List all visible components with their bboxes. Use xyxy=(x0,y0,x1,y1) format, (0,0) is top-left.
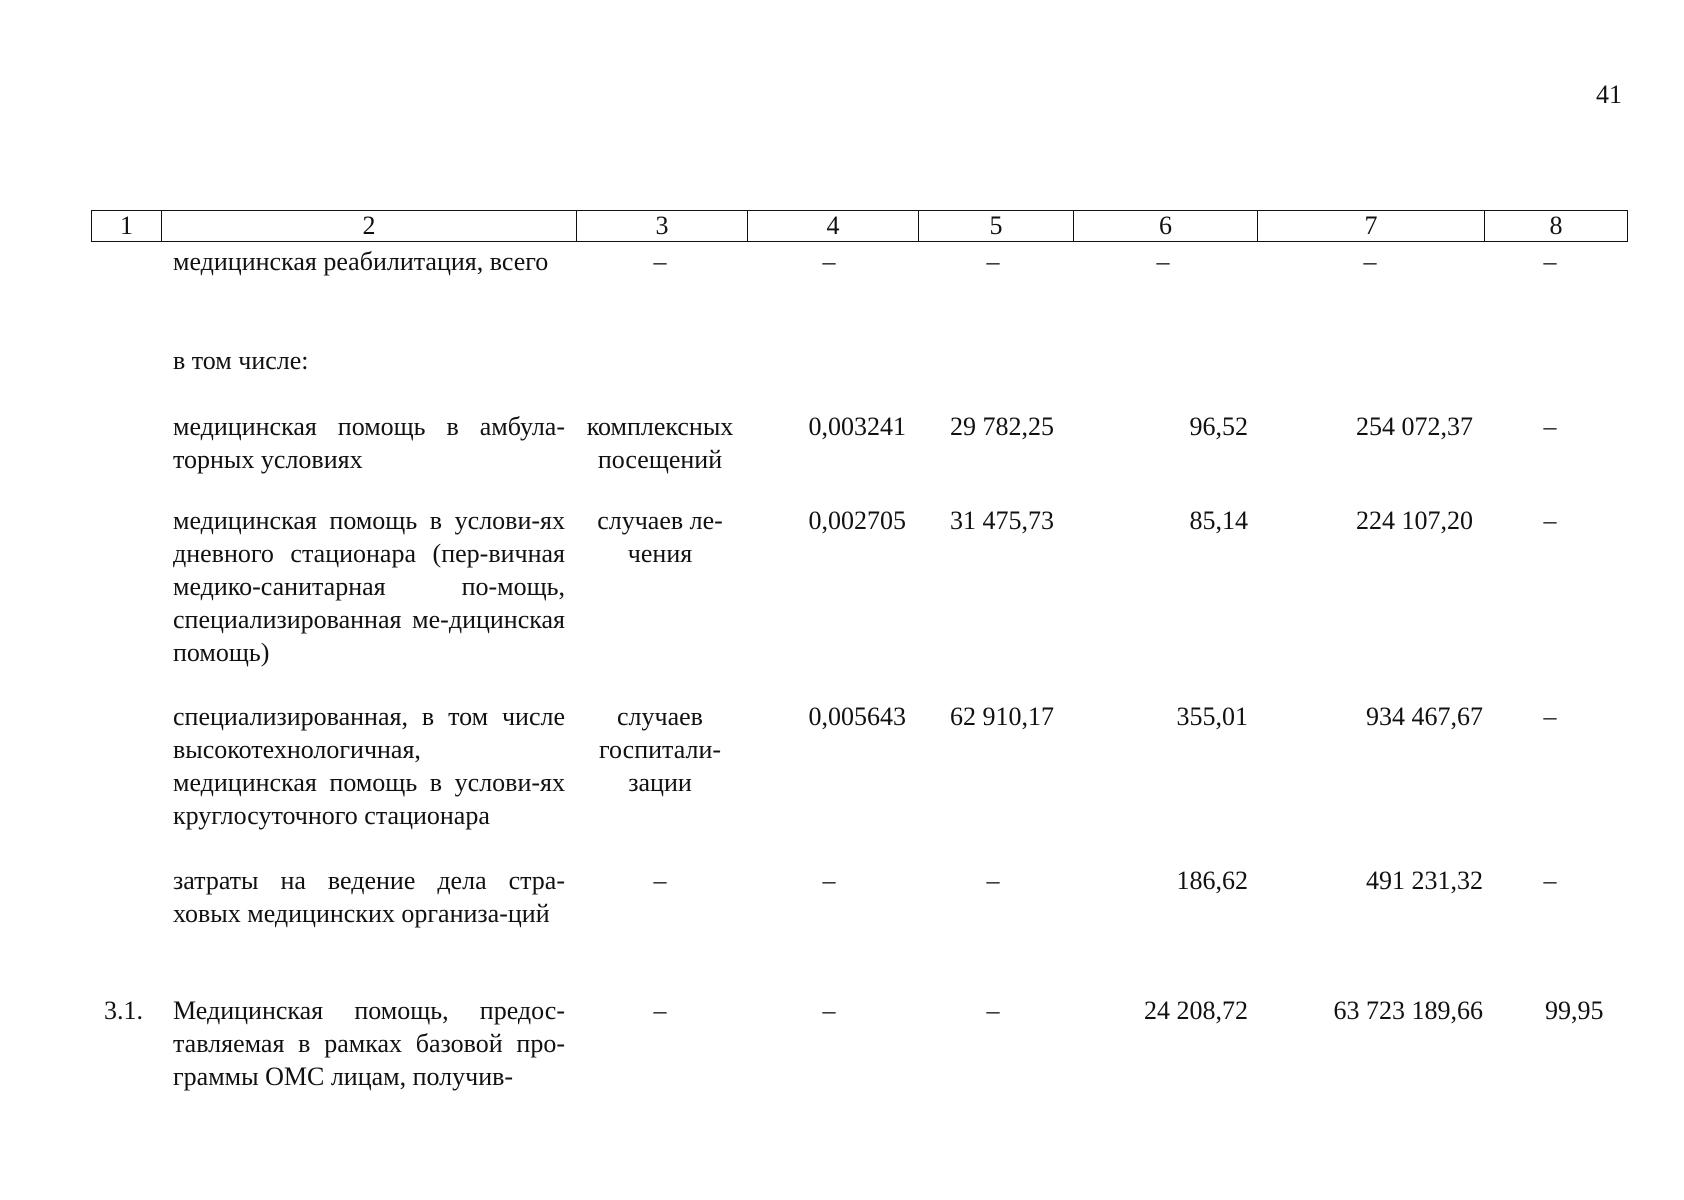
row-description: Медицинская помощь, предос-тавляемая в рамках базовой про-граммы ОМС лицам, получив- xyxy=(173,996,565,1091)
row-col-7: – xyxy=(1363,247,1377,276)
row-description: медицинская помощь в амбула-торных условиях xyxy=(173,412,565,474)
row-description: специализированная, в том числе высокотехнологичная, медицинская помощь в услови-ях круглосуточного стационара xyxy=(173,702,565,830)
row-col-4: – xyxy=(822,866,836,895)
row-col-8: – xyxy=(1543,506,1557,535)
row-col-6: 355,01 xyxy=(1176,702,1248,731)
row-col-6: 96,52 xyxy=(1189,412,1248,441)
row-col-8: 99,95 xyxy=(1545,996,1604,1025)
column-header-7: 7 xyxy=(1257,211,1484,241)
row-description: в том числе: xyxy=(173,346,309,375)
column-header-6: 6 xyxy=(1073,211,1257,241)
row-col-5: 31 475,73 xyxy=(950,506,1054,535)
column-header-2: 2 xyxy=(161,211,576,241)
row-description: медицинская реабилитация, всего xyxy=(173,247,549,276)
row-description: медицинская помощь в услови-ях дневного стационара (пер-вичная медико-санитарная по-мощь, специализированная ме-дицинская помощь) xyxy=(173,506,565,667)
page-number: 41 xyxy=(1596,80,1622,109)
row-unit: случаев госпитали-зации xyxy=(598,702,722,797)
row-col-5: – xyxy=(986,866,1000,895)
row-col-6: – xyxy=(1156,247,1170,276)
row-col-7: 934 467,67 xyxy=(1366,702,1483,731)
row-col-6: 85,14 xyxy=(1189,506,1248,535)
row-col-8: – xyxy=(1543,412,1557,441)
row-col-4: – xyxy=(822,247,836,276)
column-header-3: 3 xyxy=(576,211,747,241)
row-col-7: 63 723 189,66 xyxy=(1333,996,1483,1025)
row-col-5: – xyxy=(986,996,1000,1025)
row-col-6: 24 208,72 xyxy=(1144,996,1248,1025)
column-header-1: 1 xyxy=(91,211,161,241)
row-unit: – xyxy=(653,866,667,895)
row-col-4: 0,003241 xyxy=(808,412,906,441)
row-unit: комплексных посещений xyxy=(586,412,734,474)
row-col-4: – xyxy=(822,996,836,1025)
row-number: 3.1. xyxy=(104,996,143,1025)
column-header-5: 5 xyxy=(918,211,1073,241)
row-col-7: 254 072,37 xyxy=(1356,412,1473,441)
row-col-6: 186,62 xyxy=(1176,866,1248,895)
row-col-5: 62 910,17 xyxy=(950,702,1054,731)
row-col-8: – xyxy=(1543,702,1557,731)
row-col-7: 491 231,32 xyxy=(1366,866,1483,895)
column-header-4: 4 xyxy=(747,211,918,241)
row-col-4: 0,002705 xyxy=(808,506,906,535)
row-unit: – xyxy=(653,996,667,1025)
row-unit: случаев ле-чения xyxy=(597,506,723,568)
row-col-5: – xyxy=(986,247,1000,276)
row-col-7: 224 107,20 xyxy=(1356,506,1473,535)
row-col-5: 29 782,25 xyxy=(950,412,1054,441)
row-description: затраты на ведение дела стра-ховых медицинских организа-ций xyxy=(173,866,565,928)
row-col-8: – xyxy=(1543,866,1557,895)
row-col-8: – xyxy=(1543,247,1557,276)
column-header-8: 8 xyxy=(1484,211,1628,241)
row-unit: – xyxy=(653,247,667,276)
table-header xyxy=(91,210,1628,242)
row-col-4: 0,005643 xyxy=(808,702,906,731)
